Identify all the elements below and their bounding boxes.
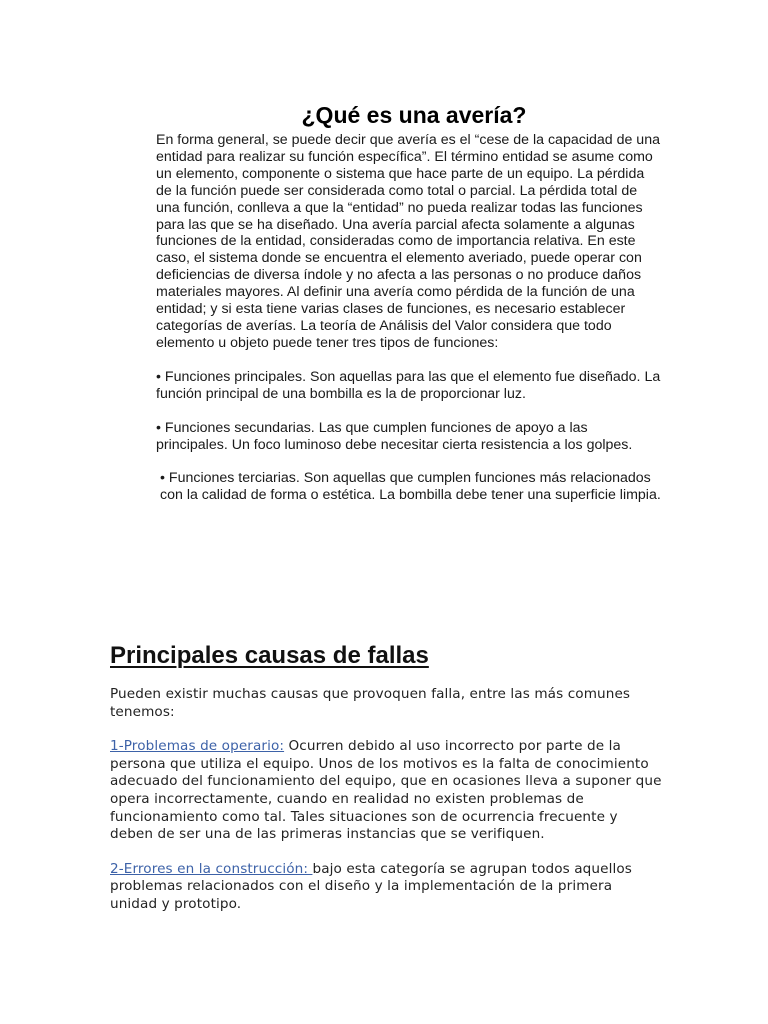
causa-item-operario	[110, 738, 662, 844]
bullet-funciones-terciarias: • Funciones terciarias. Son aquellas que cumplen funciones más relacionados con la calidad de forma o estética. La bombilla debe tener una superficie limpia.	[160, 470, 661, 504]
bullet-funciones-principales: • Funciones principales. Son aquellas para las que el elemento fue diseñado. La función principal de una bombilla es la de proporcionar luz.	[156, 368, 661, 402]
causas-title: Principales causas de fallas	[110, 642, 429, 669]
causas-intro: Pueden existir muchas causas que provoquen falla, entre las más comunes tenemos:	[110, 686, 631, 720]
causa-item-operario-text: Ocurren debido al uso incorrecto por parte de la persona que utiliza el equipo. Unos de los motivos es la falta de conocimiento adecuado del funcionamiento del equipo, que en ocasiones lleva a suponer que opera incorrectamente, cuando en realidad no existen problemas de funcionamiento como tal. Tales situaciones son de ocurrencia frecuente y deben de ser una de las primeras instancias que se verifiquen.	[110, 738, 662, 843]
errores-construccion-link[interactable]: 2-Errores en la construcción:	[110, 860, 313, 877]
bullet-funciones-secundarias: • Funciones secundarias. Las que cumplen funciones de apoyo a las principales. Un foco luminoso debe necesitar cierta resistencia a los golpes.	[156, 419, 633, 453]
averia-section	[156, 100, 662, 504]
averia-title: ¿Qué es una avería?	[301, 102, 527, 128]
causas-section	[110, 640, 662, 914]
causa-item-construccion	[110, 861, 662, 914]
causa-item-construccion-text: bajo esta categoría se agrupan todos aquellos problemas relacionados con el diseño y la implementación de la primera unidad y prototipo.	[110, 860, 632, 912]
averia-paragraph: En forma general, se puede decir que avería es el “cese de la capacidad de una entidad para realizar su función específica”. El término entidad se asume como un elemento, componente o sistema que hace parte de un equipo. La pérdida de la función puede ser considerada como total o parcial. La pérdida total de una función, conlleva a que la “entidad” no pueda realizar todas las funciones para las que se ha diseñado. Una avería parcial afecta solamente a algunas funciones de la entidad, consideradas como de importancia relativa. En este caso, el sistema donde se encuentra el elemento averiado, puede operar con deficiencias de diversa índole y no afecta a las personas o no produce daños materiales mayores. Al definir una avería como pérdida de la función de una entidad; y si esta tiene varias clases de funciones, es necesario establecer categorías de averías. La teoría de Análisis del Valor considera que todo elemento u objeto puede tener tres tipos de funciones:	[156, 132, 660, 351]
problemas-operario-link[interactable]: 1-Problemas de operario:	[110, 738, 285, 755]
